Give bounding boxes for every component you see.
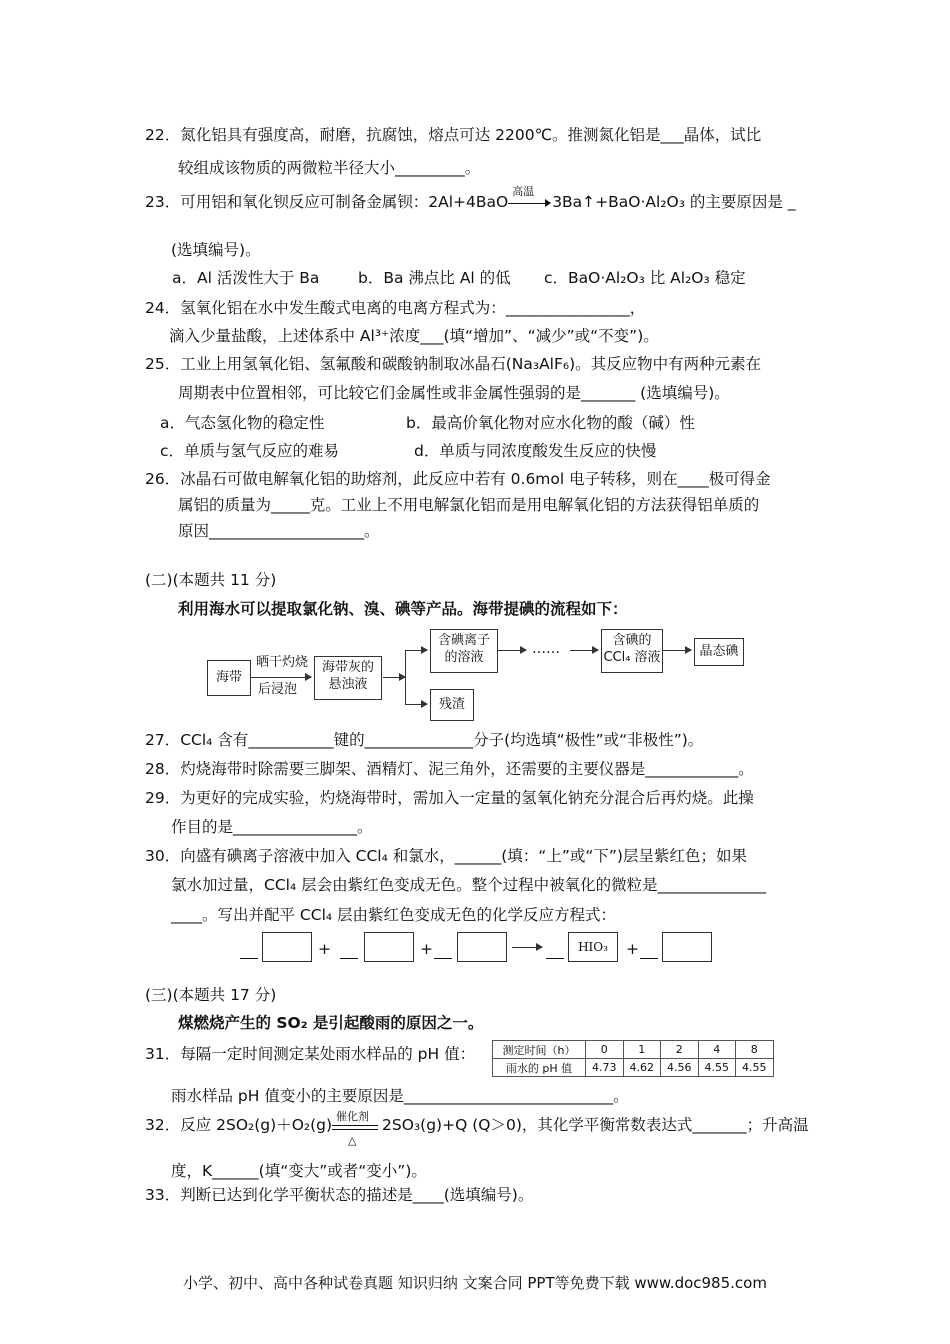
- q23-products: 3Ba↑+BaO·Al₂O₃ 的主要原因是 _: [552, 193, 796, 211]
- q32-line2: 度，K______(填“变大”或者“变小”)。: [171, 1162, 427, 1180]
- q22-line1: 22．氮化铝具有强度高，耐磨，抗腐蚀，熔点可达 2200℃。推测氮化铝是___晶体，试比: [145, 126, 762, 144]
- flow-node-ash-line1: 海带灰的: [321, 660, 374, 675]
- rain-table-time-row: [493, 1041, 774, 1059]
- flow-arrow-1: [251, 677, 311, 678]
- flow-node-kelp: 海带: [207, 660, 251, 696]
- q25-line2: 周期表中位置相邻，可比较它们金属性或非金属性强弱的是_______ (选填编号)。: [178, 384, 730, 402]
- section-2-intro: 利用海水可以提取氯化钠、溴、碘等产品。海带提碘的流程如下：: [178, 600, 628, 618]
- q32-heat: △: [348, 1134, 357, 1147]
- q32-reactants: 32．反应 2SO₂(g)＋O₂(g): [145, 1116, 333, 1134]
- flow-node-ccl4-line1: 含碘的: [612, 633, 652, 648]
- rain-ph-cell: 4.55: [736, 1059, 774, 1077]
- q25-option-b: b．最高价氧化物对应水化物的酸（碱）性: [406, 414, 695, 432]
- flow-arrow-2: [383, 677, 405, 678]
- rain-time-cell: 1: [623, 1041, 661, 1059]
- rain-table-ph-header: 雨水的 pH 值: [493, 1059, 586, 1077]
- rain-time-cell: 4: [698, 1041, 736, 1059]
- q23-condition: 高温: [512, 185, 535, 198]
- q26-line2: 属铝的质量为_____克。工业上不用电解氯化铝而是用电解氧化铝的方法获得铝单质的: [178, 496, 760, 514]
- q29-line1: 29．为更好的完成实验，灼烧海带时，需加入一定量的氢氧化钠充分混合后再灼烧。此操: [145, 789, 754, 807]
- eq-plus-3: +: [626, 940, 639, 958]
- rain-table-ph-row: [493, 1059, 774, 1077]
- rain-time-cell: 8: [736, 1041, 774, 1059]
- flow-arrow-up: [405, 650, 427, 651]
- q27: 27．CCl₄ 含有___________键的______________分子(均选填“极性”或“非极性”)。: [145, 731, 704, 749]
- eq-plus-1: +: [318, 940, 331, 958]
- page-footer: 小学、初中、高中各种试卷真题 知识归纳 文案合同 PPT等免费下载 www.doc985.com: [183, 1274, 767, 1292]
- section-3-intro: 煤燃烧产生的 SO₂ 是引起酸雨的原因之一。: [178, 1014, 484, 1032]
- q32-line1: [145, 1110, 809, 1147]
- q32-equilibrium-arrow: [332, 1110, 382, 1147]
- coef-blank-4[interactable]: [546, 944, 564, 959]
- q26-line1: 26．冰晶石可做电解氧化铝的助熔剂，此反应中若有 0.6mol 电子转移，则在____极可得金: [145, 470, 771, 488]
- flow-arrow-4: [570, 650, 598, 651]
- flow-arrow-down: [405, 704, 427, 705]
- eq-plus-2: +: [420, 940, 433, 958]
- q23-line2: (选填编号)。: [171, 241, 261, 259]
- coef-blank-5[interactable]: [640, 944, 658, 959]
- rain-table-time-header: 测定时间（h）: [493, 1041, 586, 1059]
- eq-box-1[interactable]: [262, 932, 312, 962]
- q25-option-c: c．单质与氢气反应的难易: [160, 442, 340, 460]
- eq-box-hio3: HIO₃: [568, 932, 618, 962]
- rain-ph-cell: 4.62: [623, 1059, 661, 1077]
- q31-line2: 雨水样品 pH 值变小的主要原因是___________________________。: [171, 1087, 629, 1105]
- flow-step-soak: 后浸泡: [258, 682, 298, 697]
- q29-line2: 作目的是________________。: [171, 818, 373, 836]
- flow-node-iodide-line2: 的溶液: [444, 650, 484, 665]
- section-3-title: (三)(本题共 17 分): [145, 986, 277, 1004]
- flow-node-iodine-crystal: 晶态碘: [694, 638, 744, 666]
- q23-option-a: a．Al 活泼性大于 Ba: [172, 269, 320, 287]
- q25-line1: 25．工业上用氢氧化铝、氢氟酸和碳酸钠制取冰晶石(Na₃AlF₆)。其反应物中有两种元素在: [145, 355, 762, 373]
- q23-reactants: 23．可用铝和氧化钡反应可制备金属钡：2Al+4BaO: [145, 193, 509, 211]
- eq-box-2[interactable]: [364, 932, 414, 962]
- q33: 33．判断已达到化学平衡状态的描述是____(选填编号)。: [145, 1186, 534, 1204]
- rain-time-cell: 0: [586, 1041, 624, 1059]
- q23-line1: [145, 185, 796, 213]
- eq-box-3[interactable]: [457, 932, 507, 962]
- flow-arrow-3: [498, 650, 526, 651]
- q32-products: 2SO₃(g)+Q (Q＞0)，其化学平衡常数表达式_______；升高温: [382, 1116, 809, 1134]
- q22-line2: 较组成该物质的两微粒半径大小_________。: [178, 159, 481, 177]
- q24-line2: 滴入少量盐酸，上述体系中 Al³⁺浓度___(填“增加”、“减少”或“不变”)。: [169, 327, 659, 345]
- rain-ph-cell: 4.73: [586, 1059, 624, 1077]
- q30-line3: ____。写出并配平 CCl₄ 层由紫红色变成无色的化学反应方程式：: [171, 906, 617, 924]
- flow-node-ccl4-line2: CCl₄ 溶液: [603, 650, 661, 665]
- coef-blank-2[interactable]: [340, 944, 358, 959]
- flow-branch-line: [405, 650, 406, 704]
- flow-node-residue: 残渣: [430, 689, 474, 721]
- q30-line2: 氯水加过量，CCl₄ 层会由紫红色变成无色。整个过程中被氧化的微粒是______________: [171, 876, 767, 894]
- q26-line3: 原因____________________。: [178, 522, 380, 540]
- q25-option-a: a．气态氢化物的稳定性: [160, 414, 325, 432]
- rain-ph-table: [492, 1040, 774, 1077]
- q24-line1: 24．氢氧化铝在水中发生酸式电离的电离方程式为：________________，: [145, 299, 646, 317]
- flow-node-ash-suspension: [314, 656, 382, 700]
- flow-ellipsis: ……: [532, 641, 560, 657]
- rain-ph-cell: 4.55: [698, 1059, 736, 1077]
- flow-step-dry-burn: 晒干灼烧: [256, 655, 309, 670]
- q30-line1: 30．向盛有碘离子溶液中加入 CCl₄ 和氯水，______(填：“上”或“下”)层呈紫红色；如果: [145, 847, 747, 865]
- flow-arrow-5: [663, 650, 691, 651]
- rain-time-cell: 2: [661, 1041, 699, 1059]
- eq-yield-arrow: [512, 947, 542, 948]
- q23-option-c: c．BaO·Al₂O₃ 比 Al₂O₃ 稳定: [544, 269, 746, 287]
- flow-node-iodide-line1: 含碘离子: [437, 633, 490, 648]
- flow-node-iodide-solution: [430, 629, 498, 673]
- coef-blank-1[interactable]: [240, 944, 258, 959]
- coef-blank-3[interactable]: [434, 944, 452, 959]
- section-2-title: (二)(本题共 11 分): [145, 571, 277, 589]
- flow-node-ash-line2: 悬浊液: [328, 677, 368, 692]
- q28: 28．灼烧海带时除需要三脚架、酒精灯、泥三角外，还需要的主要仪器是____________。: [145, 760, 754, 778]
- q32-catalyst: 催化剂: [336, 1110, 370, 1123]
- q23-arrow: [508, 185, 552, 207]
- rain-ph-cell: 4.56: [661, 1059, 699, 1077]
- flow-node-ccl4-solution: [601, 629, 663, 673]
- q31-line1: 31．每隔一定时间测定某处雨水样品的 pH 值：: [145, 1045, 476, 1063]
- eq-box-5[interactable]: [662, 932, 712, 962]
- q25-option-d: d．单质与同浓度酸发生反应的快慢: [414, 442, 657, 460]
- q23-option-b: b．Ba 沸点比 Al 的低: [358, 269, 511, 287]
